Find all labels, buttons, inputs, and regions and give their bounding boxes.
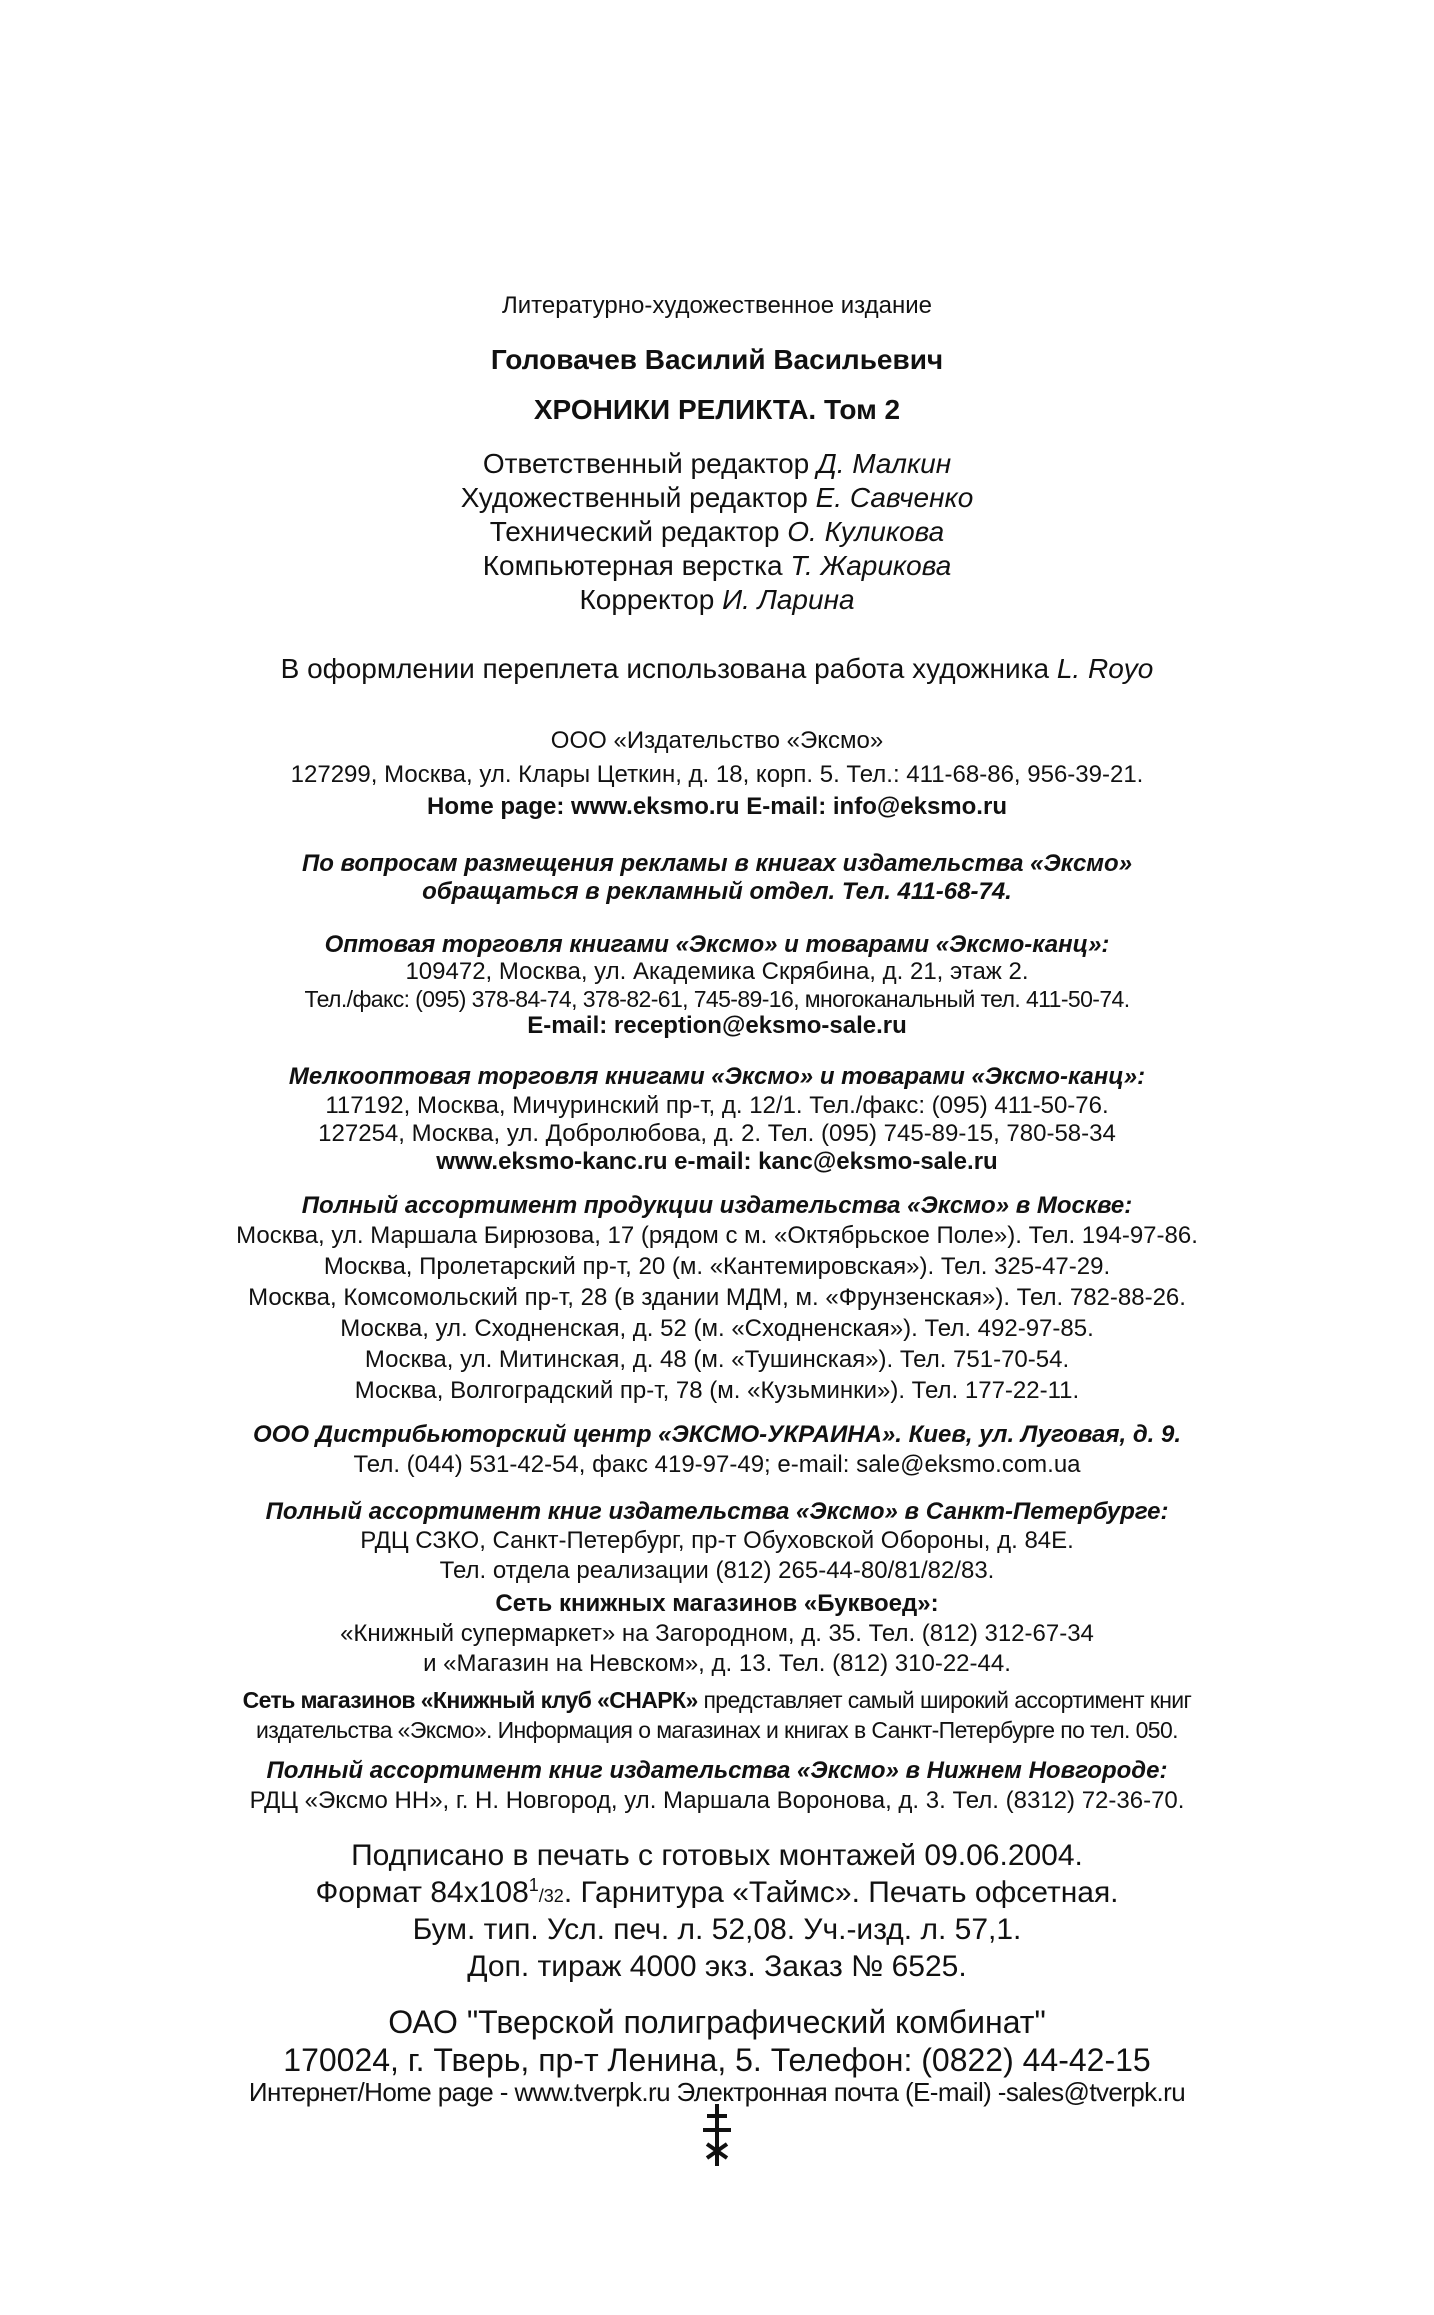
moscow-store: Москва, Комсомольский пр-т, 28 (в здании МДМ, м. «Фрунзенская»). Тел. 782-88-26. [248,1284,1186,1311]
wholesale-line: 109472, Москва, ул. Академика Скрябина, д. 21, этаж 2. [405,958,1029,985]
wholesale-email: E-mail: reception@eksmo-sale.ru [527,1012,907,1039]
moscow-store: Москва, ул. Маршала Бирюзова, 17 (рядом с м. «Октябрьское Поле»). Тел. 194-97-86. [236,1222,1198,1249]
small-wholesale-line: 127254, Москва, ул. Добролюбова, д. 2. Тел. (095) 745-89-15, 780-58-34 [318,1120,1116,1147]
book-title: ХРОНИКИ РЕЛИКТА. Том 2 [533,394,901,425]
moscow-heading: Полный ассортимент продукции издательства «Эксмо» в Москве: [301,1192,1133,1219]
bukvoed-line: «Книжный супермаркет» на Загородном, д. 35. Тел. (812) 312-67-34 [340,1620,1094,1647]
moscow-store: Москва, Пролетарский пр-т, 20 (м. «Кантемировская»). Тел. 325-47-29. [323,1253,1111,1280]
small-wholesale-web: www.eksmo-kanc.ru e-mail: kanc@eksmo-sale.ru [436,1148,998,1175]
publisher-name: ООО «Издательство «Эксмо» [550,727,884,754]
printer-logo-icon [697,2100,737,2170]
credit-line: Художественный редактор Е. Савченко [460,482,974,513]
print-run: Доп. тираж 4000 экз. Заказ № 6525. [467,1950,967,1983]
author-name: Головачев Василий Васильевич [490,344,944,375]
nn-heading: Полный ассортимент книг издательства «Эксмо» в Нижнем Новгороде: [266,1757,1168,1784]
credit-line: Технический редактор О. Куликова [489,516,945,547]
snark-line: Сеть магазинов «Книжный клуб «СНАРК» представляет самый широкий ассортимент книг [242,1687,1192,1713]
genre-line: Литературно-художественное издание [502,292,932,319]
print-paper: Бум. тип. Усл. печ. л. 52,08. Уч.-изд. л. 57,1. [412,1913,1022,1946]
wholesale-heading: Оптовая торговля книгами «Эксмо» и товарами «Эксмо-канц»: [324,931,1110,958]
advertising-line: обращаться в рекламный отдел. Тел. 411-68-74. [422,878,1012,905]
spb-line: РДЦ СЗКО, Санкт-Петербург, пр-т Обуховской Обороны, д. 84Е. [360,1527,1074,1554]
moscow-store: Москва, ул. Митинская, д. 48 (м. «Тушинская»). Тел. 751-70-54. [364,1346,1070,1373]
publisher-web: Home page: www.eksmo.ru E-mail: info@eksmo.ru [427,793,1007,820]
small-wholesale-line: 117192, Москва, Мичуринский пр-т, д. 12/1. Тел./факс: (095) 411-50-76. [325,1092,1109,1119]
snark-line: издательства «Эксмо». Информация о магазинах и книгах в Санкт-Петербурге по тел. 050. [256,1717,1178,1743]
publisher-address: 127299, Москва, ул. Клары Цеткин, д. 18, корп. 5. Тел.: 411-68-86, 956-39-21. [290,761,1144,788]
credit-line: Корректор И. Ларина [579,584,855,615]
bukvoed-heading: Сеть книжных магазинов «Буквоед»: [495,1590,939,1617]
printer-name: ОАО "Тверской полиграфический комбинат" [388,2004,1046,2040]
advertising-line: По вопросам размещения рекламы в книгах издательства «Эксмо» [301,850,1133,877]
credit-line: Ответственный редактор Д. Малкин [482,448,952,479]
cover-note: В оформлении переплета использована работа художника L. Royo [280,653,1154,684]
moscow-store: Москва, ул. Сходненская, д. 52 (м. «Сходненская»). Тел. 492-97-85. [340,1315,1094,1342]
ukraine-contact: Тел. (044) 531-42-54, факс 419-97-49; e-mail: sale@eksmo.com.ua [353,1451,1081,1478]
printer-web: Интернет/Home page - www.tverpk.ru Электронная почта (E-mail) -sales@tverpk.ru [248,2077,1186,2107]
spb-line: Тел. отдела реализации (812) 265-44-80/81/82/83. [439,1557,995,1584]
print-signed: Подписано в печать с готовых монтажей 09.06.2004. [351,1839,1083,1872]
printer-address: 170024, г. Тверь, пр-т Ленина, 5. Телефон: (0822) 44-42-15 [283,2042,1151,2078]
spb-heading: Полный ассортимент книг издательства «Эксмо» в Санкт-Петербурге: [265,1498,1169,1525]
print-format: Формат $84х108^1/32$. Гарнитура «Таймс». Печать офсетная. [315,1875,1119,1909]
small-wholesale-heading: Мелкооптовая торговля книгами «Эксмо» и товарами «Эксмо-канц»: [288,1063,1146,1090]
nn-line: РДЦ «Эксмо НН», г. Н. Новгород, ул. Маршала Воронова, д. 3. Тел. (8312) 72-36-70. [249,1787,1185,1814]
credit-line: Компьютерная верстка Т. Жарикова [482,550,952,581]
bukvoed-line: и «Магазин на Невском», д. 13. Тел. (812) 310-22-44. [423,1650,1011,1677]
wholesale-line: Тел./факс: (095) 378-84-74, 378-82-61, 745-89-16, многоканальный тел. 411-50-74. [304,986,1130,1012]
ukraine-heading: ООО Дистрибьюторский центр «ЭКСМО-УКРАИНА». Киев, ул. Луговая, д. 9. [252,1421,1182,1448]
moscow-store: Москва, Волгоградский пр-т, 78 (м. «Кузьминки»). Тел. 177-22-11. [354,1377,1080,1404]
